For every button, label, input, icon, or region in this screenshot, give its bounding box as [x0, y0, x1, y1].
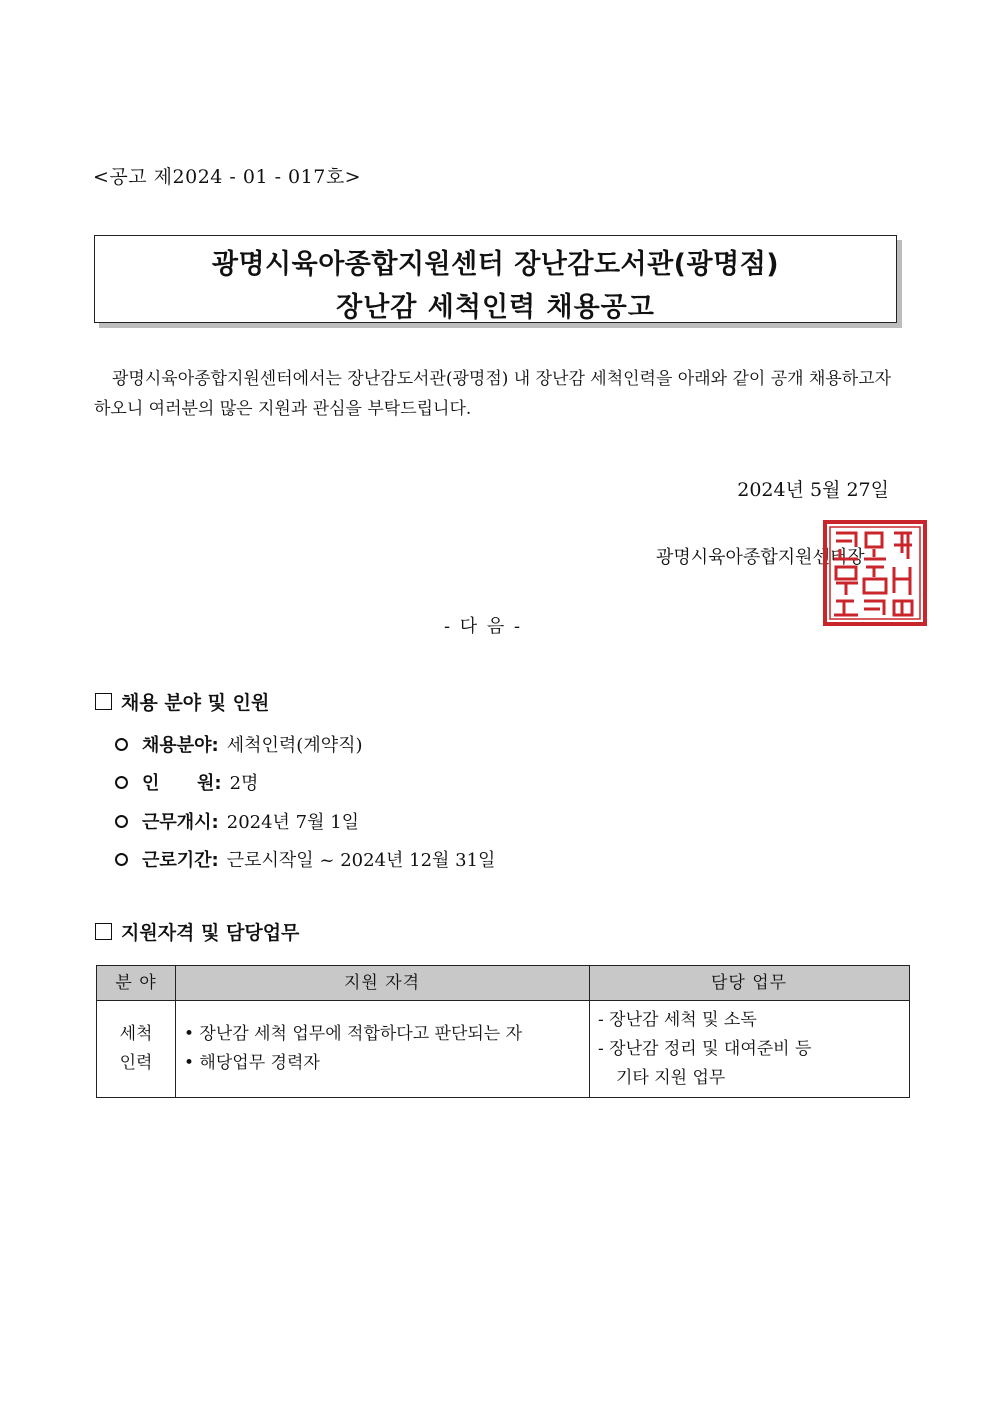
- list-item: [115, 731, 363, 757]
- item-value: 세척인력(계약직): [226, 735, 363, 756]
- section-heading-qualifications: [95, 918, 299, 945]
- circle-bullet-icon: [115, 776, 128, 789]
- square-bullet-icon: [95, 923, 112, 940]
- item-label: 근로기간:: [142, 850, 219, 871]
- duty-item: - 장난감 세척 및 소독: [598, 1009, 757, 1030]
- announcement-date: 2024년 5월 27일: [737, 479, 889, 501]
- duty-item: - 장난감 정리 및 대여준비 등: [598, 1038, 812, 1059]
- item-label: 인 원:: [142, 773, 222, 794]
- header-duties: 담당 업무: [590, 966, 910, 1001]
- section-heading-text: 채용 분야 및 인원: [121, 692, 270, 714]
- list-item: [115, 846, 495, 872]
- section-heading-text: 지원자격 및 담당업무: [121, 922, 300, 944]
- item-value: 2명: [229, 773, 259, 794]
- title-line-2: 장난감 세척인력 채용공고: [336, 292, 655, 323]
- official-seal-icon: [822, 519, 928, 627]
- cell-duties: [590, 1001, 910, 1098]
- duty-item: 기타 지원 업무: [616, 1067, 726, 1088]
- field-line: 세척: [119, 1024, 153, 1044]
- circle-bullet-icon: [115, 738, 128, 751]
- list-item: [115, 808, 359, 834]
- circle-bullet-icon: [115, 815, 128, 828]
- qualification-item: • 해당업무 경력자: [184, 1053, 320, 1073]
- section-heading-recruitment: [95, 688, 269, 715]
- item-value: 근로시작일 ~ 2024년 12월 31일: [226, 850, 496, 871]
- separator-text: - 다 음 -: [444, 616, 523, 637]
- qualification-table: [96, 965, 910, 1098]
- table-row: [97, 1001, 910, 1098]
- square-bullet-icon: [95, 693, 112, 710]
- issuer-name: 광명시육아종합지원센터장: [656, 547, 865, 568]
- title-box: [94, 235, 897, 323]
- circle-bullet-icon: [115, 853, 128, 866]
- header-field: 분 야: [97, 966, 176, 1001]
- item-label: 채용분야:: [142, 735, 219, 756]
- field-line: 인력: [119, 1053, 153, 1073]
- cell-field: [97, 1001, 176, 1098]
- cell-qualifications: [176, 1001, 590, 1098]
- item-label: 근무개시:: [142, 812, 219, 833]
- qualification-item: • 장난감 세척 업무에 적합하다고 판단되는 자: [184, 1024, 523, 1044]
- table-header-row: [97, 966, 910, 1001]
- list-item: [115, 769, 258, 795]
- header-qualifications: 지원 자격: [176, 966, 590, 1001]
- intro-paragraph: 광명시육아종합지원센터에서는 장난감도서관(광명점) 내 장난감 세척인력을 아래와 같이 공개 채용하고자 하오니 여러분의 많은 지원과 관심을 부탁드립니다.: [94, 369, 892, 419]
- title-line-1: 광명시육아종합지원센터 장난감도서관(광명점): [211, 249, 780, 280]
- notice-number: <공고 제2024 - 01 - 017호>: [93, 166, 362, 188]
- item-value: 2024년 7월 1일: [226, 812, 360, 833]
